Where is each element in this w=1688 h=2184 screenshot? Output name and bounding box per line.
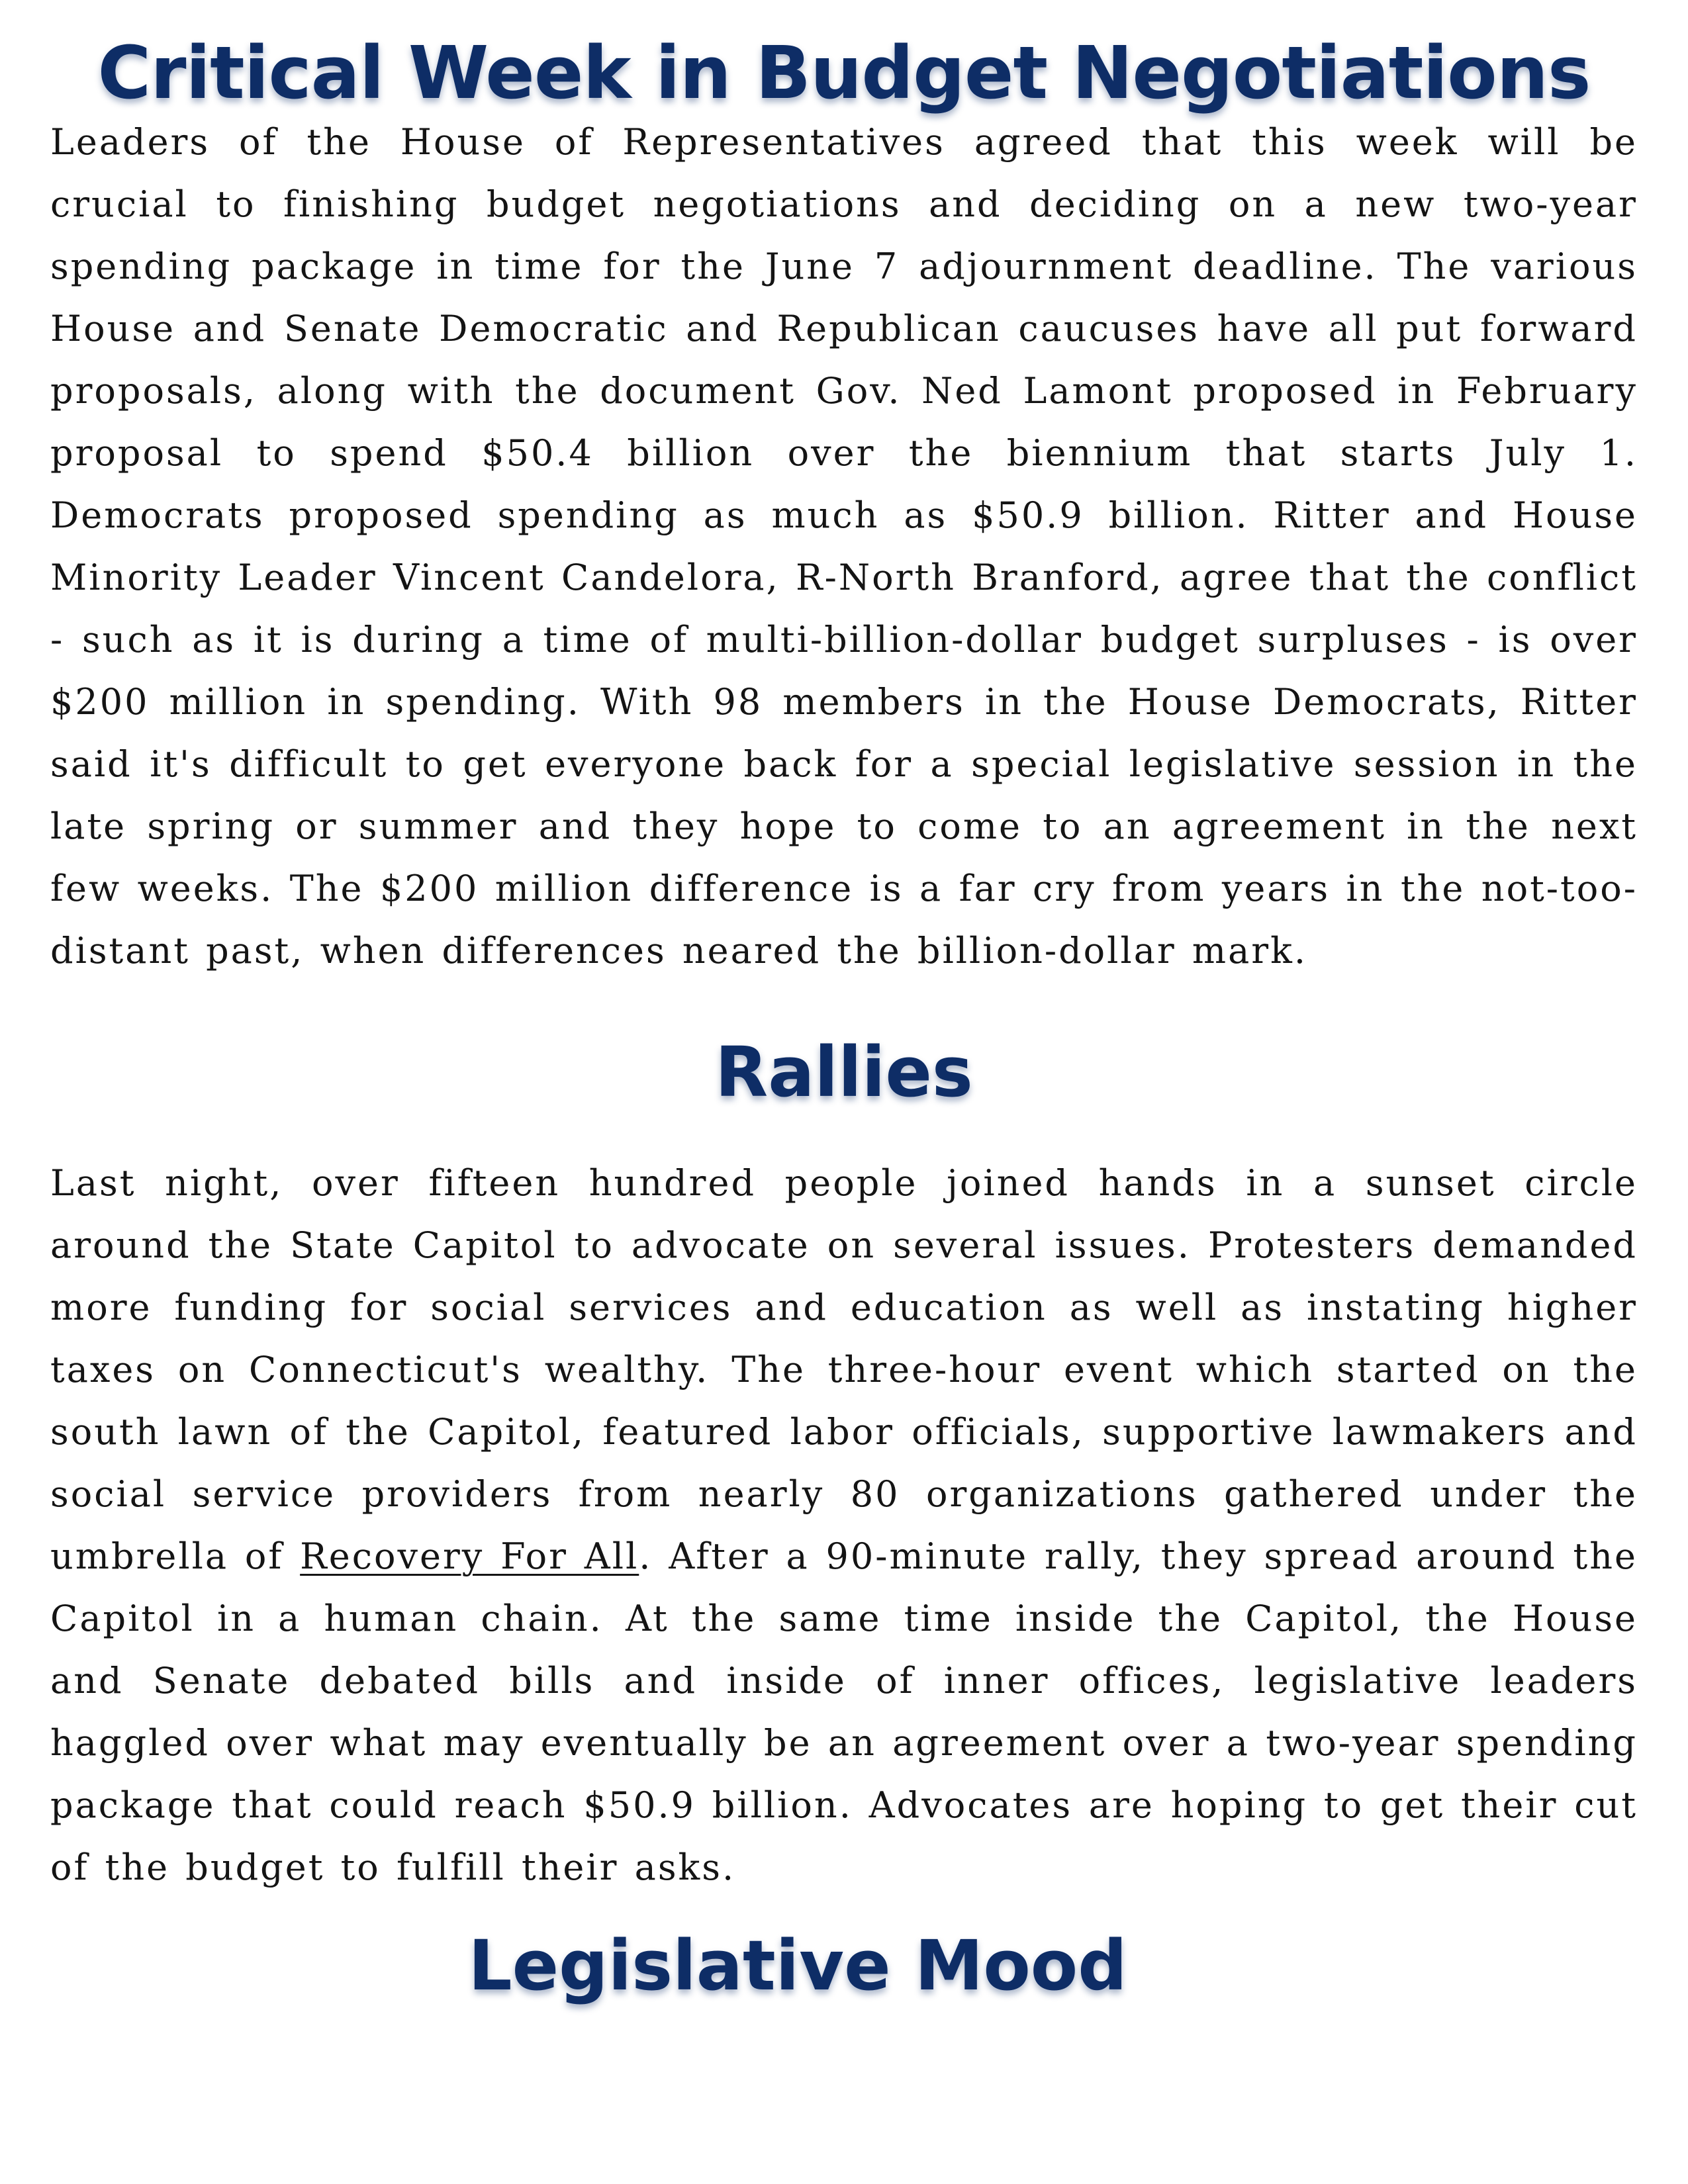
section-heading-budget-negotiations: Critical Week in Budget Negotiations <box>97 30 1591 115</box>
recovery-for-all-link[interactable]: Recovery For All <box>300 1535 639 1577</box>
section-heading-legislative-mood: Legislative Mood <box>468 1925 1127 2006</box>
paragraph-rallies <box>50 1152 1638 1899</box>
rallies-text-after-link: . After a 90-minute rally, they spread around the Capitol in a human chain. At the same time inside the Capitol, the House and Senate debated bills and inside of inner offices, legislative leaders haggled over what may eventually be an agreement over a two-year spending package that could reach $50.9 billion. Advocates are hoping to get their cut of the budget to fulfill their asks. <box>50 1535 1638 1888</box>
section-heading-rallies: Rallies <box>715 1032 973 1113</box>
rallies-text-before-link: Last night, over fifteen hundred people joined hands in a sunset circle around the State Capitol to advocate on several issues. Protesters demanded more funding for social services and education as well as instating higher taxes on Connecticut's wealthy. The three-hour event which started on the south lawn of the Capitol, featured labor officials, supportive lawmakers and social service providers from nearly 80 organizations gathered under the umbrella of <box>50 1162 1638 1577</box>
paragraph-budget-negotiations: Leaders of the House of Representatives agreed that this week will be crucial to finishing budget negotiations and deciding on a new two-year spending package in time for the June 7 adjournment deadline. The various House and Senate Democratic and Republican caucuses have all put forward proposals, along with the document Gov. Ned Lamont proposed in February proposal to spend $50.4 billion over the biennium that starts July 1. Democrats proposed spending as much as $50.9 billion. Ritter and House Minority Leader Vincent Candelora, R-North Branford, agree that the conflict - such as it is during a time of multi-billion-dollar budget surpluses - is over $200 million in spending. With 98 members in the House Democrats, Ritter said it's difficult to get everyone back for a special legislative session in the late spring or summer and they hope to come to an agreement in the next few weeks. The $200 million difference is a far cry from years in the not-too-distant past, when differences neared the billion-dollar mark. <box>50 121 1638 972</box>
